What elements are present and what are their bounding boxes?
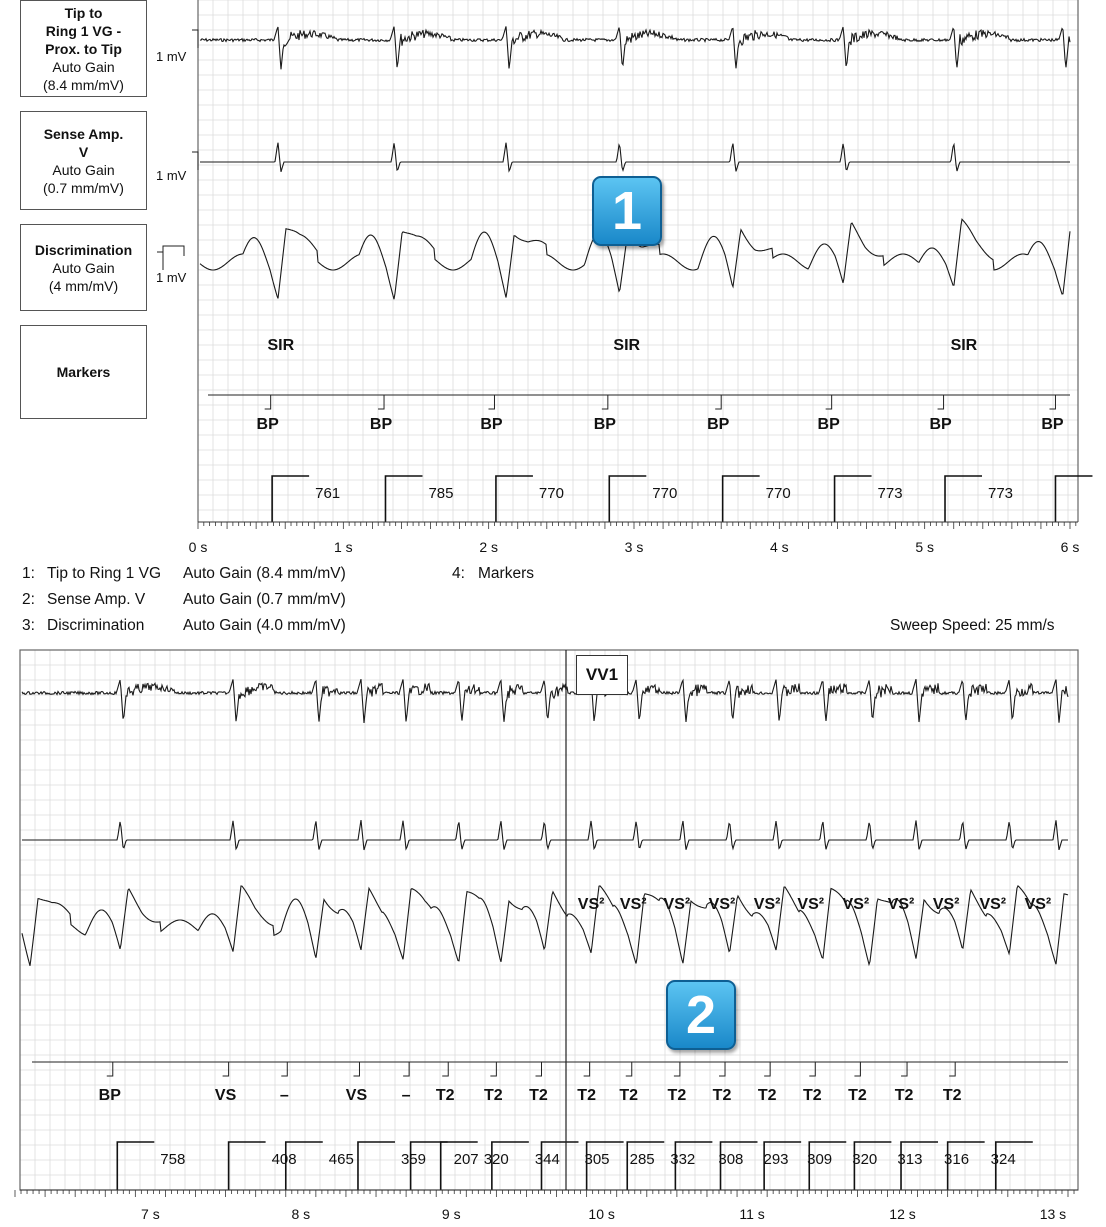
marker-tick — [901, 1062, 907, 1076]
marker-tick — [223, 1062, 229, 1076]
legend-gain: Auto Gain (0.7 mm/mV) — [183, 591, 346, 608]
marker-tick — [626, 1062, 632, 1076]
sweep-speed: Sweep Speed: 25 mm/s — [890, 617, 1055, 634]
marker-label: T2 — [484, 1087, 503, 1104]
marker-label: T2 — [619, 1087, 639, 1104]
channel-title: Markers — [56, 364, 111, 380]
time-tick-label: 4 s — [769, 539, 789, 555]
grid-panel-1 — [198, 0, 1078, 522]
marker-tick — [584, 1062, 590, 1076]
channel-label-markers — [20, 325, 147, 419]
marker-label: T2 — [942, 1087, 962, 1104]
channel-label-tip-ring — [20, 0, 147, 97]
legend-name: Tip to Ring 1 VG — [47, 565, 162, 582]
time-tick-label: 5 s — [915, 539, 935, 555]
interval-bracket — [1055, 476, 1092, 522]
marker-tick — [281, 1062, 287, 1076]
marker-label: T2 — [894, 1087, 914, 1104]
interval-value: 332 — [670, 1151, 696, 1168]
legend-gain: Auto Gain (8.4 mm/mV) — [183, 565, 346, 582]
beat-annotation: VS² — [619, 896, 647, 913]
time-tick-label: 11 s — [739, 1206, 765, 1222]
beat-annotation: VS² — [797, 896, 825, 913]
vv1-label: VV1 — [576, 655, 628, 695]
legend-num: 1: — [22, 565, 35, 582]
marker-label: VS — [345, 1087, 368, 1104]
marker-label: T2 — [577, 1087, 596, 1104]
time-tick-label: 6 s — [1060, 539, 1080, 555]
beat-annotation: SIR — [613, 337, 641, 354]
calibration-mark — [192, 152, 198, 170]
marker-tick — [1049, 395, 1055, 409]
scale-label: 1 mV — [156, 270, 187, 285]
marker-label: BP — [369, 416, 393, 433]
beat-annotation: VS² — [1024, 896, 1052, 913]
marker-label: – — [279, 1087, 289, 1104]
marker-tick — [826, 395, 832, 409]
interval-bracket — [835, 476, 872, 522]
time-tick-label: 13 s — [1039, 1206, 1067, 1222]
marker-tick — [854, 1062, 860, 1076]
trace-tip-ring-ch1 — [200, 26, 1070, 69]
calibration-mark — [157, 252, 163, 270]
marker-tick — [403, 1062, 409, 1076]
beat-annotation: SIR — [267, 337, 295, 354]
time-tick-label: 8 s — [291, 1206, 311, 1222]
interval-bracket — [723, 476, 760, 522]
beat-annotation: VS² — [577, 896, 605, 913]
marker-label: BP — [929, 416, 952, 433]
beat-annotation: SIR — [950, 337, 978, 354]
marker-tick — [764, 1062, 770, 1076]
callout-badge-1: 1 — [592, 176, 662, 246]
marker-label: T2 — [435, 1087, 455, 1104]
time-tick-label: 10 s — [588, 1206, 615, 1222]
interval-value: 770 — [538, 485, 564, 502]
legend-num: 2: — [22, 591, 35, 608]
time-tick-label: 2 s — [479, 539, 499, 555]
channel-label-sense-amp — [20, 111, 147, 210]
interval-value: 285 — [629, 1151, 655, 1168]
interval-value: 770 — [765, 485, 791, 502]
channel-title: Sense Amp. V — [43, 125, 124, 160]
interval-value: 408 — [271, 1151, 297, 1168]
interval-bracket — [117, 1142, 154, 1190]
time-tick-label: 1 s — [333, 539, 353, 555]
interval-value: 305 — [584, 1151, 610, 1168]
marker-tick — [490, 1062, 496, 1076]
interval-value: 785 — [428, 485, 454, 502]
beat-annotation: VS² — [753, 896, 781, 913]
marker-tick — [353, 1062, 359, 1076]
interval-value: 770 — [652, 485, 678, 502]
marker-tick — [442, 1062, 448, 1076]
beat-annotation: VS² — [932, 896, 960, 913]
channel-label-discrimination — [20, 224, 147, 311]
marker-label: VS — [214, 1087, 237, 1104]
time-tick-label: 0 s — [188, 539, 208, 555]
trace-sense-amp-ch2 — [200, 143, 1070, 172]
interval-bracket — [496, 476, 533, 522]
marker-label: T2 — [712, 1087, 732, 1104]
beat-annotation: VS² — [842, 896, 870, 913]
interval-value: 293 — [763, 1151, 789, 1168]
interval-value: 465 — [328, 1151, 354, 1168]
legend-num: 4: — [452, 565, 465, 582]
interval-value: 320 — [483, 1151, 509, 1168]
interval-value: 316 — [944, 1151, 970, 1168]
interval-value: 324 — [990, 1151, 1016, 1168]
marker-label: BP — [817, 416, 840, 433]
marker-label: T2 — [802, 1087, 822, 1104]
interval-value: 758 — [160, 1151, 186, 1168]
interval-value: 320 — [852, 1151, 878, 1168]
interval-value: 207 — [453, 1151, 479, 1168]
interval-bracket — [272, 476, 309, 522]
legend-gain: Auto Gain (4.0 mm/mV) — [183, 617, 346, 634]
marker-label: BP — [256, 416, 279, 433]
channel-gain: Auto Gain (0.7 mm/mV) — [43, 161, 124, 196]
calibration-mark — [163, 246, 184, 256]
interval-bracket — [385, 476, 422, 522]
marker-tick — [536, 1062, 542, 1076]
interval-value: 761 — [315, 485, 341, 502]
time-tick-label: 7 s — [141, 1206, 160, 1222]
scale-label: 1 mV — [156, 49, 187, 64]
channel-title: Tip to Ring 1 VG - Prox. to Tip — [45, 4, 122, 57]
beat-annotation: VS² — [708, 896, 736, 913]
time-tick-label: 9 s — [441, 1206, 461, 1222]
beat-annotation: VS² — [887, 896, 915, 913]
interval-value: 344 — [534, 1151, 560, 1168]
legend-name: Markers — [478, 565, 534, 582]
marker-tick — [265, 395, 271, 409]
marker-tick — [488, 395, 494, 409]
marker-tick — [715, 395, 721, 409]
time-tick-label: 3 s — [624, 539, 644, 555]
marker-label: BP — [98, 1087, 121, 1104]
legend-name: Discrimination — [47, 617, 145, 634]
beat-annotation: VS² — [663, 896, 691, 913]
legend-num: 3: — [22, 617, 35, 634]
marker-tick — [674, 1062, 680, 1076]
marker-label: T2 — [757, 1087, 777, 1104]
marker-tick — [719, 1062, 725, 1076]
interval-value: 309 — [807, 1151, 833, 1168]
interval-value: 359 — [400, 1151, 427, 1168]
marker-tick — [809, 1062, 815, 1076]
marker-label: T2 — [529, 1087, 548, 1104]
marker-label: BP — [480, 416, 503, 433]
marker-label: – — [401, 1087, 411, 1104]
beat-annotation: VS² — [979, 896, 1007, 913]
marker-label: BP — [707, 416, 730, 433]
marker-label: BP — [593, 416, 616, 433]
interval-bracket — [358, 1142, 395, 1190]
channel-gain: Auto Gain (8.4 mm/mV) — [43, 58, 124, 93]
marker-label: T2 — [848, 1087, 867, 1104]
interval-value: 773 — [877, 485, 903, 502]
channel-gain: Auto Gain (4 mm/mV) — [48, 259, 119, 294]
callout-badge-2: 2 — [666, 980, 736, 1050]
interval-value: 773 — [988, 485, 1014, 502]
time-tick-label: 12 s — [889, 1206, 916, 1222]
scale-label: 1 mV — [156, 168, 187, 183]
marker-tick — [938, 395, 944, 409]
interval-bracket — [609, 476, 646, 522]
interval-value: 313 — [897, 1151, 923, 1168]
marker-tick — [378, 395, 384, 409]
marker-label: BP — [1041, 416, 1064, 433]
calibration-mark — [192, 30, 198, 48]
interval-bracket — [945, 476, 982, 522]
legend-name: Sense Amp. V — [47, 591, 146, 608]
interval-value: 308 — [718, 1151, 744, 1168]
marker-label: T2 — [667, 1087, 687, 1104]
channel-title: Discrimination — [34, 241, 133, 258]
